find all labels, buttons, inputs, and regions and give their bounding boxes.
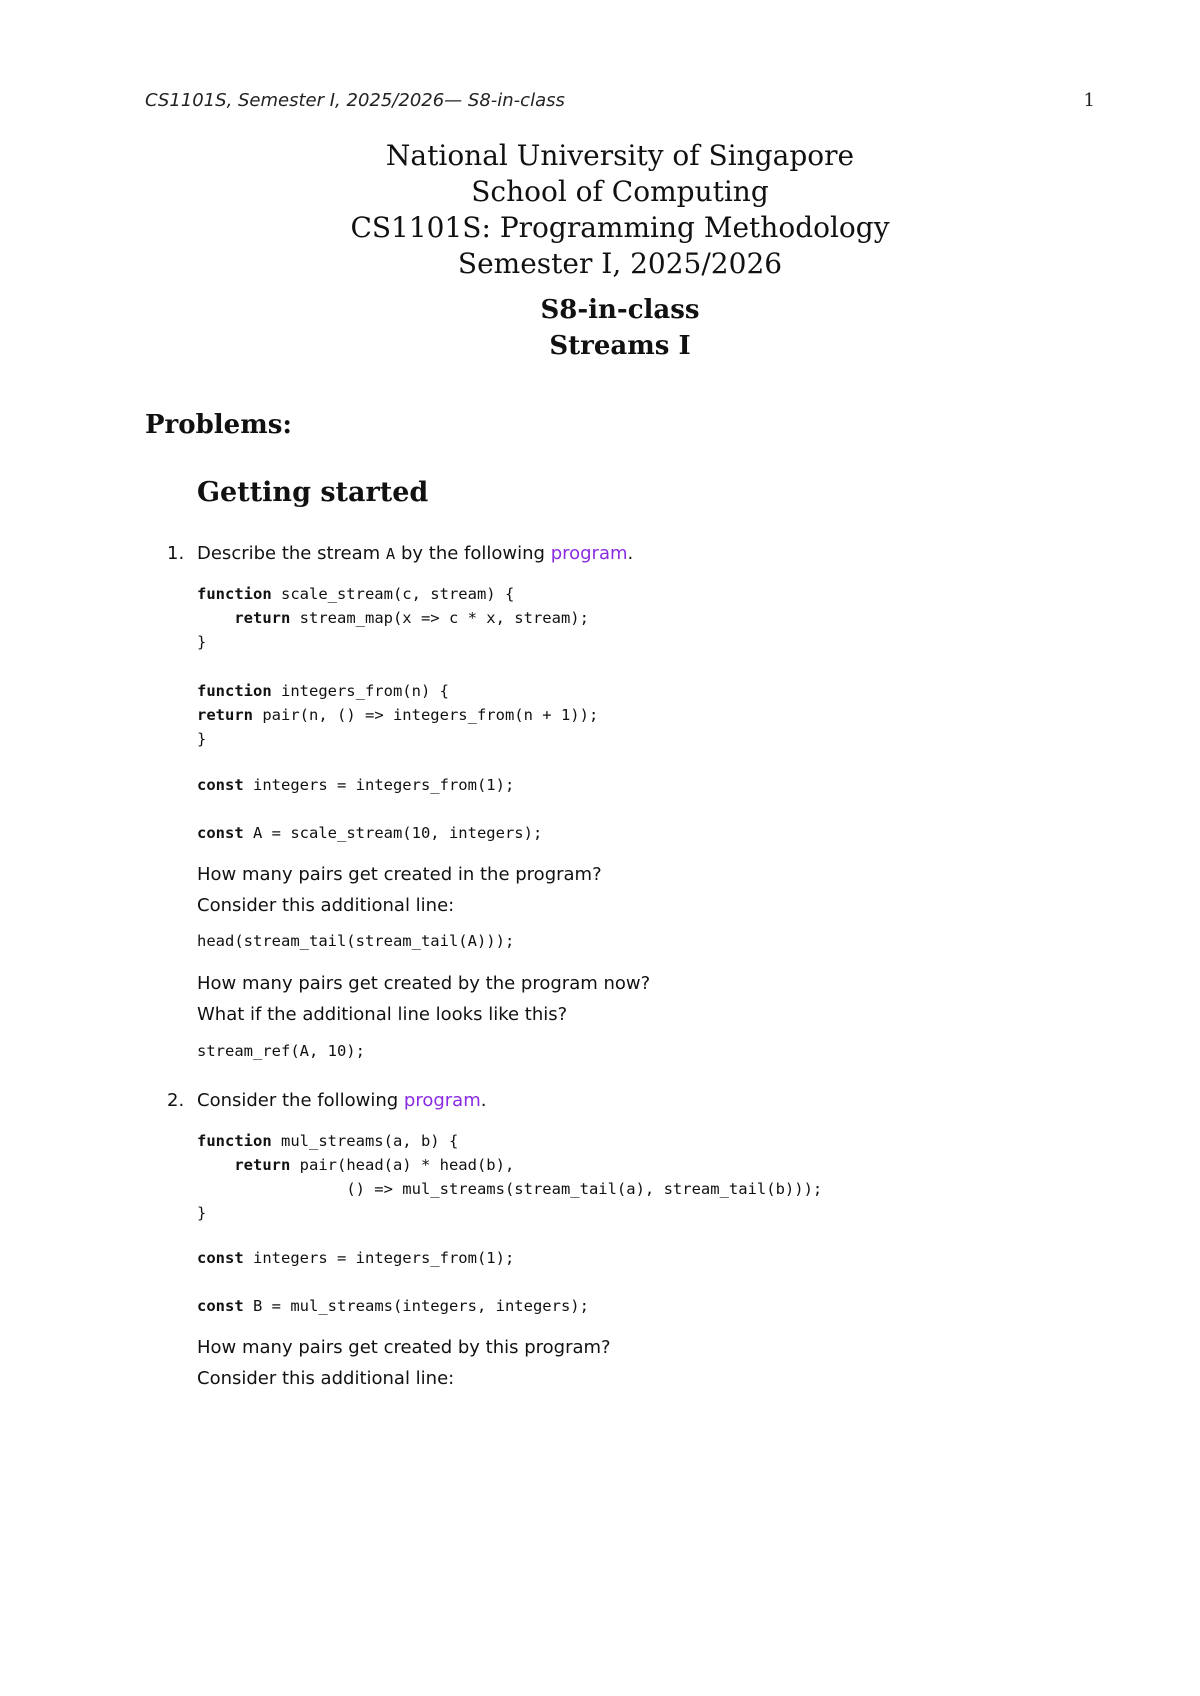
q1-extra-line-1: head(stream_tail(stream_tail(A))); (197, 932, 515, 950)
q2-code-mul-streams (197, 1129, 822, 1225)
code-text: stream_map(x => c * x, stream); (290, 609, 589, 627)
q1-code-const-a (197, 824, 542, 842)
topic-title: Streams I (549, 331, 691, 361)
q1-code-const-integers (197, 776, 514, 794)
getting-started-heading: Getting started (197, 477, 429, 508)
code-text: } (197, 1204, 207, 1222)
university-name: National University of Singapore (385, 139, 855, 172)
school-name: School of Computing (471, 175, 769, 208)
q1-question-pairs: How many pairs get created in the program? (197, 864, 602, 885)
code-text: } (197, 730, 207, 748)
code-text: integers = integers_from(1); (243, 776, 515, 794)
code-keyword: return (197, 706, 253, 724)
q1-consider-line: Consider this additional line: (197, 895, 455, 916)
page-number: 1 (1083, 90, 1095, 111)
problems-heading: Problems: (145, 410, 292, 440)
running-header (145, 90, 1095, 111)
code-text: integers = integers_from(1); (243, 1249, 515, 1267)
semester: Semester I, 2025/2026 (457, 247, 783, 280)
title-block (0, 138, 1200, 364)
q1-prompt-end: . (627, 543, 634, 564)
q2-program-link[interactable]: program (403, 1090, 481, 1111)
code-keyword: const (197, 824, 244, 842)
running-title: CS1101S, Semester I, 2025/2026— S8-in-class (145, 90, 565, 111)
code-keyword: function (197, 1132, 272, 1150)
code-text: () => mul_streams(stream_tail(a), stream_tail(b))); (346, 1180, 823, 1198)
code-text: mul_streams(a, b) { (271, 1132, 459, 1150)
q2-code-const-integers (197, 1249, 514, 1267)
q1-what-if: What if the additional line looks like this? (197, 1004, 568, 1025)
code-text: integers_from(n) { (271, 682, 449, 700)
q2-code-const-b (197, 1297, 589, 1315)
q1-prompt-text: Describe the stream (197, 543, 386, 564)
sheet-title: S8-in-class (540, 295, 700, 325)
code-keyword: const (197, 1297, 244, 1315)
q1-code-integers-from (197, 679, 598, 751)
q1-prompt-text-mid: by the following (395, 543, 551, 564)
q1-prompt (197, 543, 633, 564)
code-text: A = scale_stream(10, integers); (243, 824, 543, 842)
course-name: CS1101S: Programming Methodology (350, 211, 890, 244)
q2-prompt-end: . (480, 1090, 487, 1111)
code-text: pair(n, () => integers_from(n + 1)); (253, 706, 599, 724)
q2-prompt (197, 1090, 486, 1111)
q2-prompt-text: Consider the following (197, 1090, 404, 1111)
q2-number: 2. (167, 1090, 185, 1111)
code-keyword: function (197, 585, 272, 603)
q1-number: 1. (167, 543, 185, 564)
code-text: } (197, 633, 207, 651)
q1-program-link[interactable]: program (550, 543, 628, 564)
code-keyword: return (234, 1156, 291, 1174)
code-text: scale_stream(c, stream) { (271, 585, 515, 603)
q2-question-pairs: How many pairs get created by this program? (197, 1337, 611, 1358)
q1-code-scale-stream (197, 582, 589, 654)
code-keyword: const (197, 776, 244, 794)
code-keyword: const (197, 1249, 244, 1267)
code-text: B = mul_streams(integers, integers); (243, 1297, 589, 1315)
code-text: pair(head(a) * head(b), (290, 1156, 515, 1174)
code-keyword: function (197, 682, 272, 700)
q1-extra-line-2: stream_ref(A, 10); (197, 1042, 365, 1060)
q1-prompt-var: A (385, 545, 396, 563)
q2-consider-line: Consider this additional line: (197, 1368, 455, 1389)
q1-question-pairs-now: How many pairs get created by the program now? (197, 973, 651, 994)
code-keyword: return (234, 609, 291, 627)
